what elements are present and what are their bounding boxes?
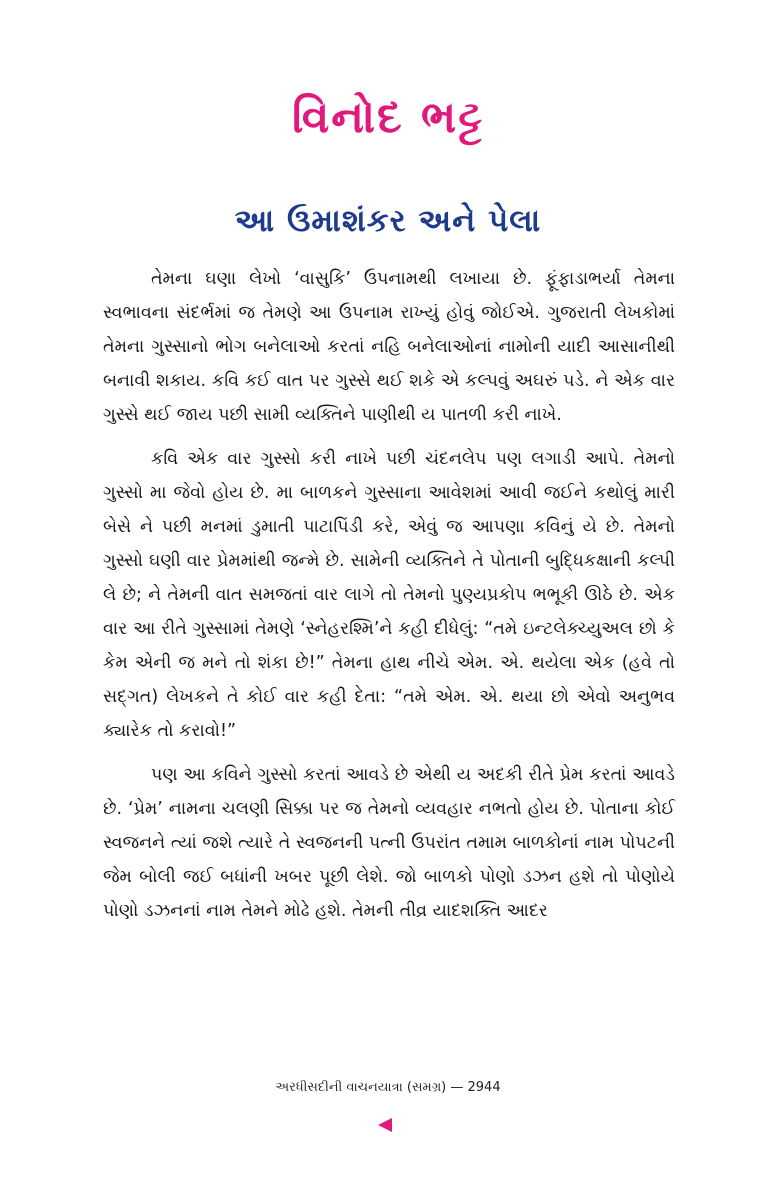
- article-title: આ ઉમાશંકર અને પેલા: [234, 203, 542, 239]
- paragraph-2: કવિ એક વાર ગુસ્સો કરી નાખે પછી ચંદનલેપ પણ લગાડી આપે. તેમનો ગુસ્સો મા જેવો હોય છે. મા બાળકને ગુસ્સાના આવેશમાં આવી જઈને કથોલું મારી બેસે ને પછી મનમાં ડુમાતી પાટાપિંડી કરે, એવું જ આપણા કવિનું યે છે. તેમનો ગુસ્સો ઘણી વાર પ્રેમમાંથી જન્મે છે. સામેની વ્યક્તિને તે પોતાની બુદ્ધિકક્ષાની કલ્પી લે છે; ને તેમની વાત સમજતાં વાર લાગે તો તેમનો પુણ્યપ્રકોપ ભભૂકી ઊઠે છે. એક વાર આ રીતે ગુસ્સામાં તેમણે ‘સ્નેહરશ્મિ’ને કહી દીધેલું: “તમે ઇન્ટલેક્ચ્યુઅલ છો કે કેમ એની જ મને તો શંકા છે!” તેમના હાથ નીચે એમ. એ. થયેલા એક (હવે તો સદ્ગત) લેખકને તે કોઈ વાર કહી દેતા: “તમે એમ. એ. થયા છો એવો અનુભવ ક્યારેક તો કરાવો!”: [103, 449, 675, 741]
- article-body: [103, 262, 675, 938]
- paragraph-3: પણ આ કવિને ગુસ્સો કરતાં આવડે છે એથી ય અદકી રીતે પ્રેમ કરતાં આવડે છે. ‘પ્રેમ’ નામના ચલણી સિક્કા પર જ તેમનો વ્યવહાર નભતો હોય છે. પોતાના કોઈ સ્વજનને ત્યાં જશે ત્યારે તે સ્વજનની પત્ની ઉપરાંત તમામ બાળકોનાં નામ પોપટની જેમ બોલી જઈ બધાંની ખબર પૂછી લેશે. જો બાળકો પોણો ડઝન હશે તો પોણોયે પોણો ડઝનનાં નામ તેમને મોઢે હશે. તેમની તીવ્ર યાદશક્તિ આદર: [103, 765, 675, 921]
- paragraph-1: તેમના ઘણા લેખો ‘વાસુકિ’ ઉપનામથી લખાયા છે. ફૂંફાડાભર્યા તેમના સ્વભાવના સંદર્ભમાં જ તેમણે આ ઉપનામ રાખ્યું હોવું જોઈએ. ગુજરાતી લેખકોમાં તેમના ગુસ્સાનો ભોગ બનેલાઓ કરતાં નહિ બનેલાઓનાં નામોની યાદી આસાનીથી બનાવી શકાય. કવિ કઈ વાત પર ગુસ્સે થઈ શકે એ કલ્પવું અઘરું પડે. ને એક વાર ગુસ્સે થઈ જાય પછી સામી વ્યક્તિને પાણીથી ય પાતળી કરી નાખે.: [103, 269, 675, 425]
- page-footer: અરધીસદીની વાચનયાત્રા (સમગ્ર) — 2944: [275, 1080, 501, 1095]
- previous-page-arrow-icon[interactable]: [378, 1118, 392, 1132]
- author-name: વિનોદ ભટ્ટ: [291, 92, 485, 143]
